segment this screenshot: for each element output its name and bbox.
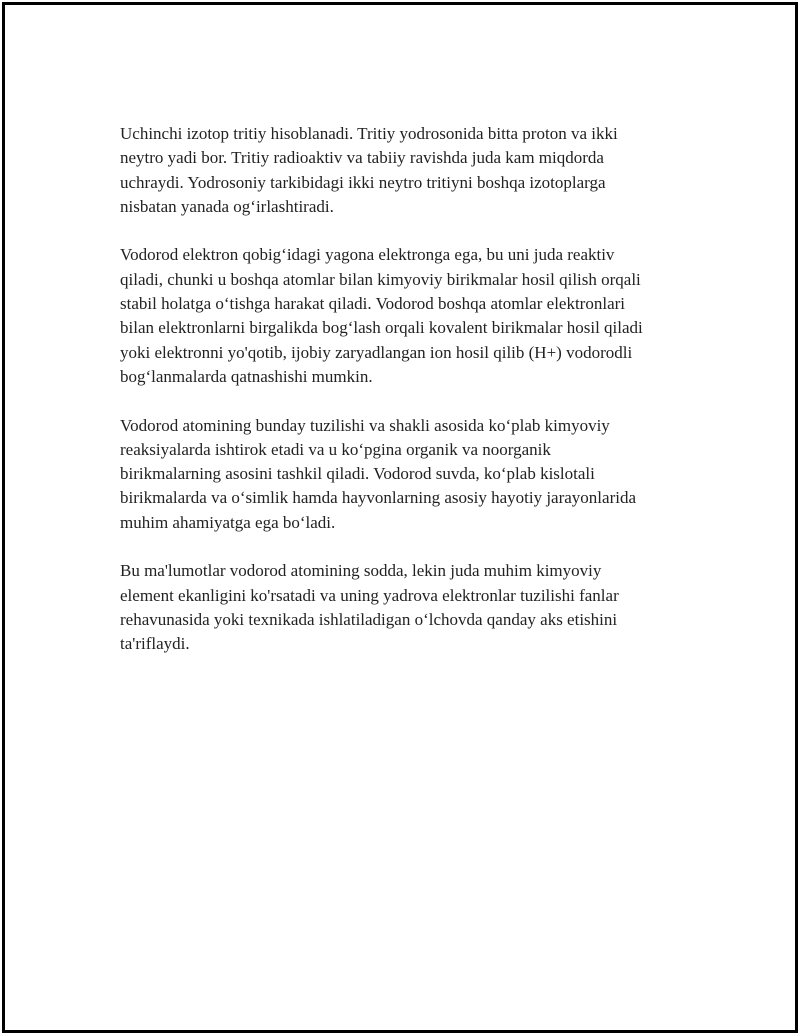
paragraph-line: bog‘lanmalarda qatnashishi mumkin. xyxy=(120,366,373,386)
paragraph-line: Uchinchi izotop tritiy hisoblanadi. Tritiy yodrosonida bitta proton va ikki xyxy=(120,124,618,143)
paragraph-line: birikmalarda va o‘simlik hamda hayvonlarning asosiy hayotiy jarayonlarida xyxy=(120,488,636,508)
paragraph-line: ta'riflaydi. xyxy=(120,634,190,654)
paragraph-line: yoki elektronni yo'qotib, ijobiy zaryadlangan ion hosil qilib (H+) vodorodli xyxy=(120,342,633,362)
paragraph-line: rehavunasida yoki texnikada ishlatiladigan o‘lchovda qanday aks etishini xyxy=(120,609,618,629)
document-body xyxy=(120,122,700,681)
paragraph-line: nisbatan yanada og‘irlashtiradi. xyxy=(120,196,334,216)
paragraph-structure xyxy=(120,414,700,535)
paragraph-line: Vodorod elektron qobig‘idagi yagona elektronga ega, bu uni juda reaktiv xyxy=(120,245,615,265)
paragraph-line: birikmalarning asosini tashkil qiladi. Vodorod suvda, ko‘plab kislotali xyxy=(120,464,595,484)
paragraph-line: Bu ma'lumotlar vodorod atomining sodda, lekin juda muhim kimyoviy xyxy=(120,561,602,581)
paragraph-line: element ekanligini ko'rsatadi va uning yadrova elektronlar tuzilishi fanlar xyxy=(120,585,619,605)
paragraph-line: neytro yadi bor. Tritiy radioaktiv va tabiiy ravishda juda kam miqdorda xyxy=(120,148,604,168)
paragraph-summary xyxy=(120,559,700,656)
paragraph-line: Vodorod atomining bunday tuzilishi va shakli asosida ko‘plab kimyoviy xyxy=(120,415,610,435)
paragraph-line: qiladi, chunki u boshqa atomlar bilan kimyoviy birikmalar hosil qilish orqali xyxy=(120,269,641,289)
paragraph-line: muhim ahamiyatga ega bo‘ladi. xyxy=(120,512,336,532)
paragraph-line: stabil holatga o‘tishga harakat qiladi. Vodorod boshqa atomlar elektronlari xyxy=(120,294,625,314)
paragraph-tritium xyxy=(120,122,700,219)
paragraph-line: uchraydi. Yodrosoniy tarkibidagi ikki neytro tritiyni boshqa izotoplarga xyxy=(120,172,606,192)
paragraph-line: reaksiyalarda ishtirok etadi va u ko‘pgina organik va noorganik xyxy=(120,439,551,459)
paragraph-reactivity xyxy=(120,243,700,389)
page-frame xyxy=(2,2,798,1033)
paragraph-line: bilan elektronlarni birgalikda bog‘lash orqali kovalent birikmalar hosil qiladi xyxy=(120,318,643,338)
